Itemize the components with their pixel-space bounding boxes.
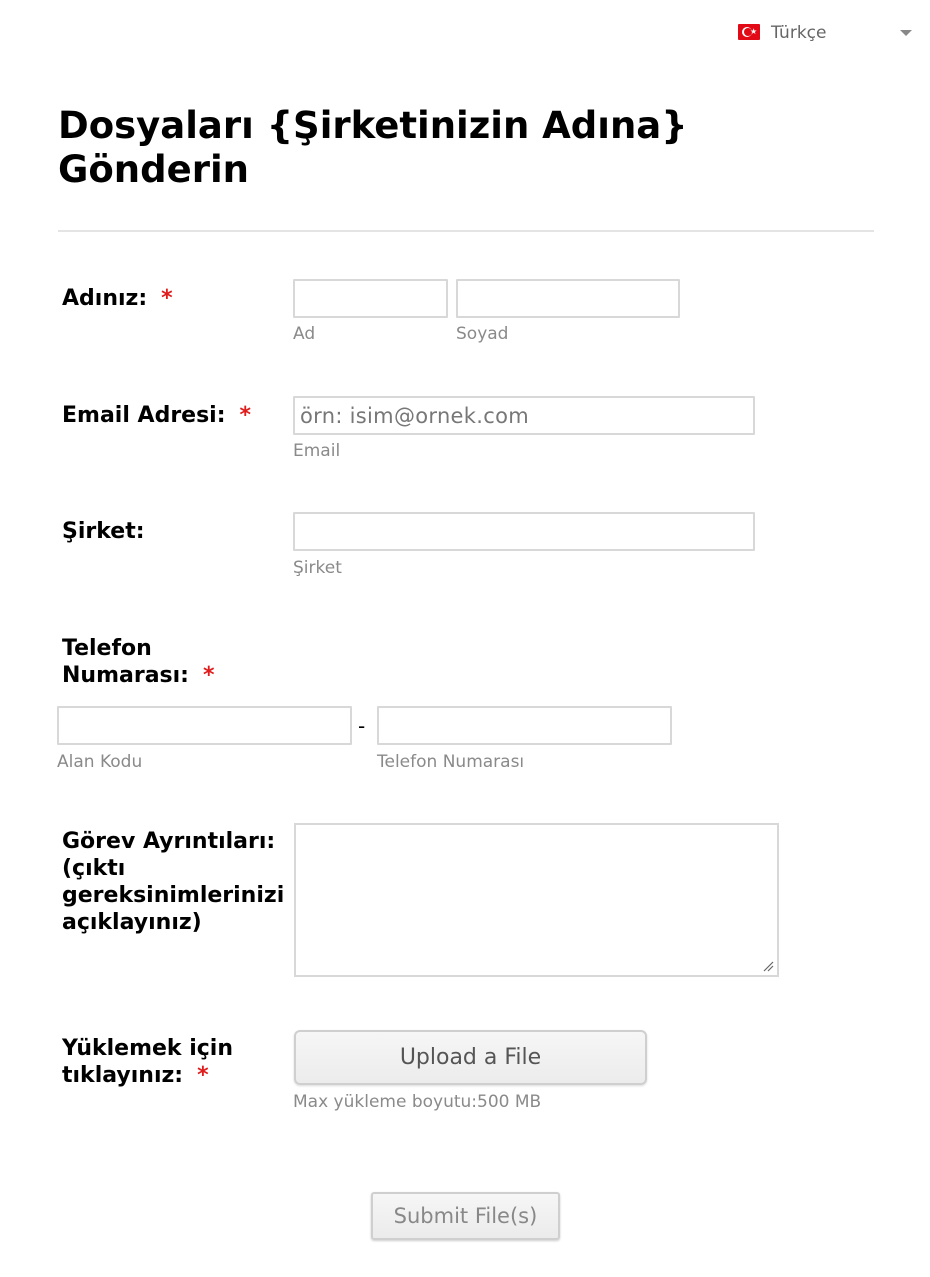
email-placeholder: örn: isim@ornek.com [300, 404, 529, 428]
form-title: Dosyaları {Şirketinizin Adına} Gönderin [58, 104, 688, 191]
required-mark: * [197, 1063, 209, 1088]
last-name-sublabel: Soyad [456, 324, 509, 344]
required-mark: * [161, 286, 173, 311]
turkey-flag-icon: ★ [738, 24, 760, 40]
chevron-down-icon [900, 30, 912, 36]
company-input[interactable] [293, 512, 755, 551]
language-selector[interactable] [736, 20, 916, 46]
first-name-input[interactable] [293, 279, 448, 318]
submit-button[interactable]: Submit File(s) [371, 1192, 560, 1240]
phone-label: Telefon Numarası: * [62, 636, 215, 688]
last-name-input[interactable] [456, 279, 680, 318]
phone-number-sublabel: Telefon Numarası [377, 752, 525, 772]
divider [58, 230, 874, 232]
area-code-sublabel: Alan Kodu [57, 752, 143, 772]
required-mark: * [239, 403, 252, 428]
first-name-sublabel: Ad [293, 324, 316, 344]
task-details-label: Görev Ayrıntıları: (çıktı gereksinimlerinizi açıklayınız) [62, 829, 285, 935]
language-label: Türkçe [771, 23, 827, 43]
email-label: Email Adresi: * [62, 403, 252, 428]
email-input[interactable] [293, 396, 755, 435]
company-label: Şirket: [62, 519, 145, 544]
task-details-textarea[interactable] [294, 823, 779, 977]
upload-max-size: Max yükleme boyutu:500 MB [293, 1092, 542, 1112]
name-label: Adınız: * [62, 286, 173, 311]
area-code-input[interactable] [57, 706, 352, 745]
email-sublabel: Email [293, 441, 341, 461]
required-mark: * [202, 663, 215, 688]
phone-separator: - [358, 714, 366, 738]
upload-label: Yüklemek için tıklayınız: * [62, 1036, 234, 1088]
phone-number-input[interactable] [377, 706, 672, 745]
resize-handle-icon[interactable] [762, 960, 774, 972]
upload-file-button[interactable]: Upload a File [294, 1030, 647, 1085]
company-sublabel: Şirket [293, 558, 342, 578]
